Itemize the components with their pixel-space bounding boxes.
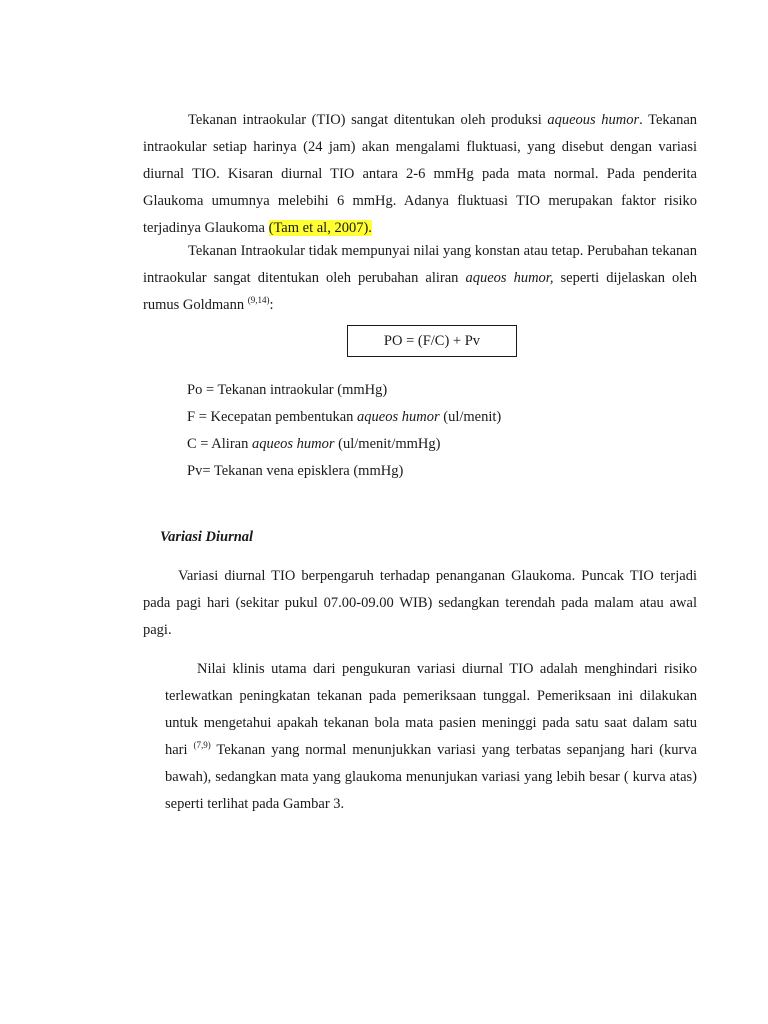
definition-pv <box>187 461 403 481</box>
p2-italic-aqueos-humor: aqueos humor, <box>465 270 554 286</box>
p2-text-b: seperti dijelaskan oleh rumus Goldmann <box>143 270 697 313</box>
definition-c <box>187 434 440 454</box>
section-heading: Variasi Diurnal <box>160 529 254 545</box>
p1-italic-aqueous-humor: aqueous humor <box>547 112 640 128</box>
paragraph-tio-intro <box>143 107 697 242</box>
definition-f-italic: aqueos humor <box>357 409 440 425</box>
definition-pv-text: Pv= Tekanan vena episklera (mmHg) <box>187 463 404 479</box>
p2-text-a: Tekanan Intraokular tidak mempunyai nilai yang konstan atau tetap. Perubahan tekanan intraokular sangat ditentukan oleh perubahan aliran <box>143 243 697 286</box>
paragraph-nilai-klinis <box>165 656 697 818</box>
citation-highlight: (Tam et al, 2007). <box>268 220 372 236</box>
definition-po <box>187 380 387 400</box>
definition-c-prefix: C = Aliran <box>187 436 252 452</box>
p1-text-a: Tekanan intraokular (TIO) sangat ditentukan oleh produksi <box>188 112 548 128</box>
p1-text-b: . Tekanan intraokular setiap harinya (24 jam) akan mengalami fluktuasi, yang disebut dengan variasi diurnal TIO. Kisaran diurnal TIO antara 2-6 mmHg pada mata normal. Pada penderita Glaukoma umumnya melebihi 6 mmHg. Adanya fluktuasi TIO merupakan faktor risiko terjadinya Glaukoma <box>143 112 698 236</box>
paragraph-variasi-diurnal <box>143 563 697 644</box>
definition-c-suffix: (ul/menit/mmHg) <box>334 436 441 452</box>
paragraph-goldmann <box>143 238 697 319</box>
definition-f-prefix: F = Kecepatan pembentukan <box>187 409 358 425</box>
definition-c-italic: aqueos humor <box>251 436 335 452</box>
definition-f <box>187 407 501 427</box>
formula-text: PO = (F/C) + Pv <box>383 332 481 349</box>
p4-reference: (7,9) <box>193 740 211 750</box>
p2-text-c: : <box>269 297 274 313</box>
definition-f-suffix: (ul/menit) <box>439 409 502 425</box>
p3-text: Variasi diurnal TIO berpengaruh terhadap penanganan Glaukoma. Puncak TIO terjadi pada pagi hari (sekitar pukul 07.00-09.00 WIB) sedangkan terendah pada malam atau awal pagi. <box>143 568 697 638</box>
formula-box <box>347 325 517 357</box>
p2-reference: (9,14) <box>247 295 270 305</box>
p4-text-a: Nilai klinis utama dari pengukuran variasi diurnal TIO adalah menghindari risiko terlewatkan peningkatan tekanan pada pemeriksaan tunggal. Pemeriksaan ini dilakukan untuk mengetahui apakah tekanan bola mata pasien meninggi pada satu saat dalam satu hari <box>165 661 697 758</box>
definition-po-text: Po = Tekanan intraokular (mmHg) <box>187 382 388 398</box>
p4-text-b: Tekanan yang normal menunjukkan variasi yang terbatas sepanjang hari (kurva bawah), sedangkan mata yang glaukoma menunjukan variasi yang lebih besar ( kurva atas) seperti terlihat pada Gambar 3. <box>165 742 697 812</box>
